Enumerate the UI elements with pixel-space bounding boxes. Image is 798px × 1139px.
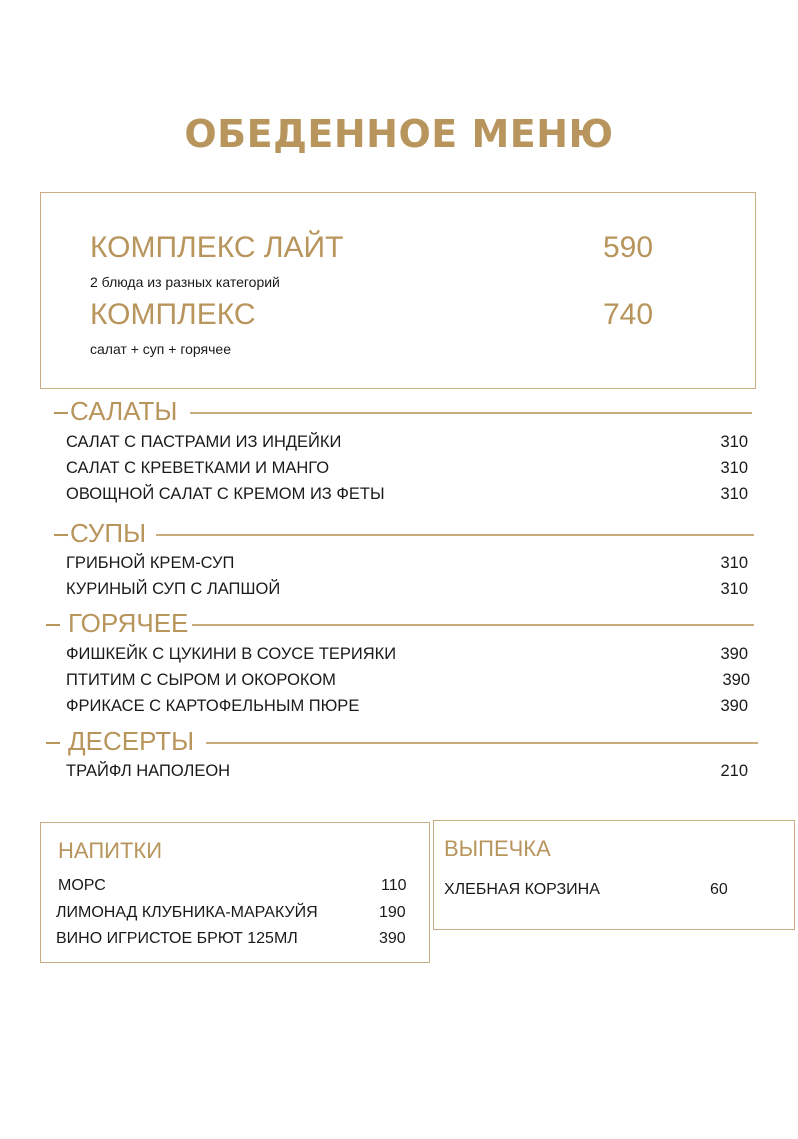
menu-item bbox=[66, 671, 748, 693]
section-line bbox=[206, 742, 758, 744]
section-header-soups bbox=[40, 520, 758, 548]
section-label: СУПЫ bbox=[70, 518, 147, 548]
section-label: ГОРЯЧЕЕ bbox=[68, 608, 189, 638]
drinks-box bbox=[40, 822, 430, 963]
menu-item-name: ФРИКАСЕ С КАРТОФЕЛЬНЫМ ПЮРЕ bbox=[66, 697, 360, 715]
section-dash bbox=[46, 624, 60, 626]
bakery-box bbox=[433, 820, 795, 930]
combo-description: 2 блюда из разных категорий bbox=[90, 274, 280, 290]
menu-item bbox=[66, 485, 748, 507]
menu-item bbox=[66, 697, 748, 719]
menu-item-name: ГРИБНОЙ КРЕМ-СУП bbox=[66, 554, 235, 572]
drink-price: 110 bbox=[381, 877, 407, 894]
menu-item-name: САЛАТ С ПАСТРАМИ ИЗ ИНДЕЙКИ bbox=[66, 433, 342, 451]
menu-item bbox=[66, 645, 748, 667]
page-title: ОБЕДЕННОЕ МЕНЮ bbox=[184, 112, 614, 156]
combo-price: 590 bbox=[603, 231, 654, 264]
drink-name: ЛИМОНАД КЛУБНИКА-МАРАКУЙЯ bbox=[56, 904, 318, 921]
menu-item-name: ТРАЙФЛ НАПОЛЕОН bbox=[66, 762, 231, 780]
drink-price: 190 bbox=[379, 904, 406, 921]
menu-item-price: 310 bbox=[720, 580, 748, 598]
menu-item bbox=[66, 762, 748, 784]
section-line bbox=[190, 412, 752, 414]
section-dash bbox=[54, 412, 68, 414]
menu-item-name: КУРИНЫЙ СУП С ЛАПШОЙ bbox=[66, 580, 281, 598]
section-header-desserts bbox=[40, 728, 758, 756]
menu-item bbox=[66, 554, 748, 576]
drink-name: МОРС bbox=[58, 877, 106, 894]
section-header-hot bbox=[40, 610, 758, 638]
menu-item-name: ОВОЩНОЙ САЛАТ С КРЕМОМ ИЗ ФЕТЫ bbox=[66, 485, 385, 503]
menu-item-price: 390 bbox=[720, 645, 748, 663]
section-header-salads bbox=[40, 398, 758, 426]
drinks-title: НАПИТКИ bbox=[58, 838, 163, 863]
section-line bbox=[156, 534, 754, 536]
menu-item-price: 310 bbox=[720, 485, 748, 503]
section-line bbox=[192, 624, 754, 626]
combo-name: КОМПЛЕКС bbox=[90, 298, 256, 331]
drink-price: 390 bbox=[379, 930, 406, 947]
bakery-title: ВЫПЕЧКА bbox=[444, 836, 551, 861]
section-dash bbox=[54, 534, 68, 536]
section-dash bbox=[46, 742, 60, 744]
menu-item-name: ПТИТИМ С СЫРОМ И ОКОРОКОМ bbox=[66, 671, 336, 689]
menu-item-price: 210 bbox=[720, 762, 748, 780]
bakery-item-name: ХЛЕБНАЯ КОРЗИНА bbox=[444, 881, 600, 898]
combo-name: КОМПЛЕКС ЛАЙТ bbox=[90, 231, 344, 264]
menu-item bbox=[66, 580, 748, 602]
section-label: САЛАТЫ bbox=[70, 396, 178, 426]
menu-item bbox=[66, 459, 748, 481]
menu-item-price: 310 bbox=[720, 554, 748, 572]
menu-item bbox=[66, 433, 748, 455]
combo-description: салат + суп + горячее bbox=[90, 341, 231, 357]
drink-name: ВИНО ИГРИСТОЕ БРЮТ 125МЛ bbox=[56, 930, 298, 947]
menu-item-price: 390 bbox=[720, 697, 748, 715]
menu-item-price: 310 bbox=[720, 433, 748, 451]
bakery-item-price: 60 bbox=[710, 881, 728, 898]
menu-item-name: САЛАТ С КРЕВЕТКАМИ И МАНГО bbox=[66, 459, 330, 477]
combo-price: 740 bbox=[603, 298, 654, 331]
section-label: ДЕСЕРТЫ bbox=[68, 726, 195, 756]
menu-item-price: 390 bbox=[722, 671, 750, 689]
combo-box bbox=[40, 192, 756, 389]
menu-item-price: 310 bbox=[720, 459, 748, 477]
menu-item-name: ФИШКЕЙК С ЦУКИНИ В СОУСЕ ТЕРИЯКИ bbox=[66, 645, 397, 663]
